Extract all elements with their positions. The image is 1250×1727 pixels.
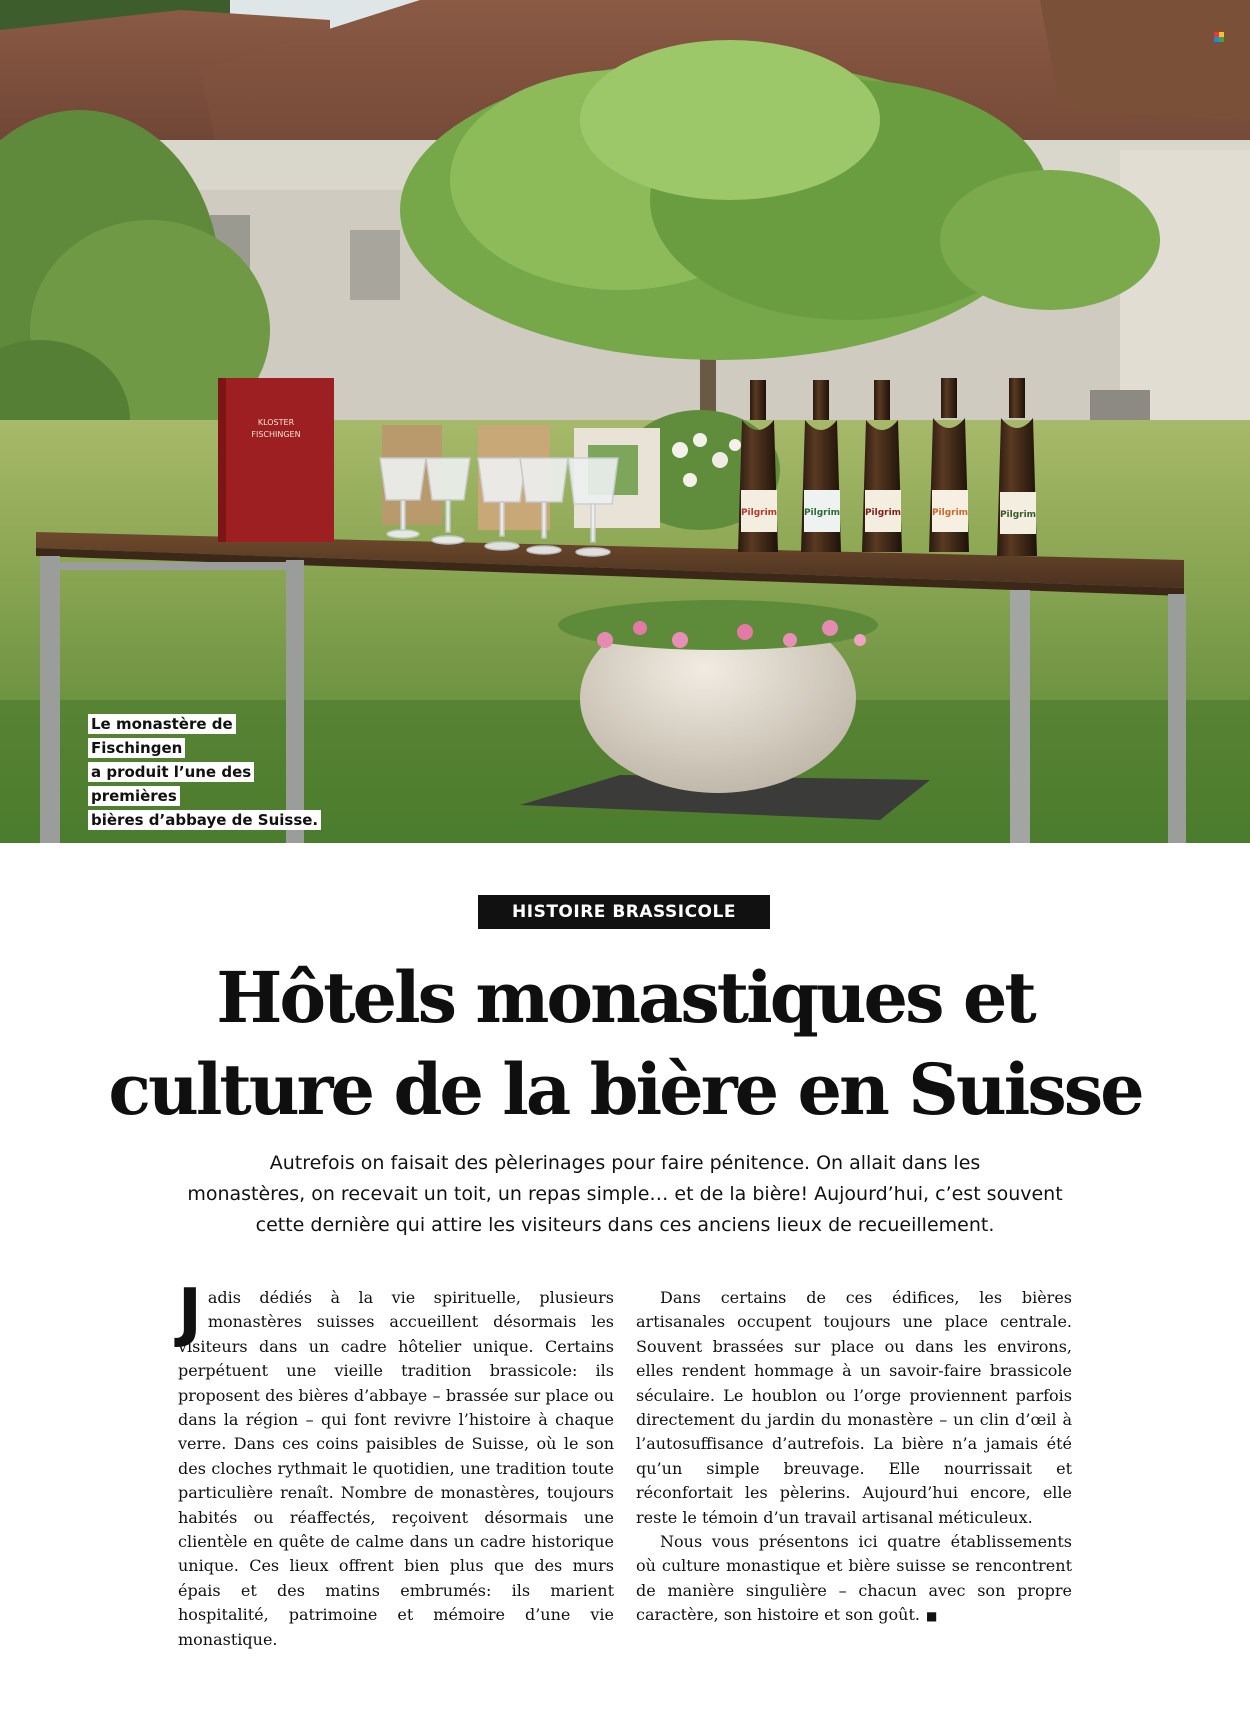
lede-line: Autrefois on faisait des pèlerinages pour faire pénitence. On allait dans les — [269, 1152, 981, 1174]
book-label: KLOSTER — [257, 418, 295, 427]
article-lede — [150, 1148, 1100, 1241]
caption-line: Le monastère de Fischingen — [88, 714, 236, 758]
caption-line: a produit l’une des premières — [88, 762, 254, 806]
svg-text:Pilgrim: Pilgrim — [864, 508, 902, 518]
section-rubric: HISTOIRE BRASSICOLE — [478, 895, 770, 929]
headline-line: Hôtels monastiques et — [216, 956, 1034, 1039]
article-headline — [60, 952, 1190, 1136]
svg-text:Pilgrim: Pilgrim — [931, 508, 969, 518]
end-of-article-mark: ■ — [926, 1609, 938, 1624]
body-paragraph: Nous vous présentons ici quatre établissements où culture monastique et bière suisse se rencontrent de manière singulière – chacun avec son propre caractère, son histoire et son goût. ■ — [636, 1532, 1072, 1625]
lede-line: cette dernière qui attire les visiteurs dans ces anciens lieux de recueillement. — [255, 1214, 995, 1236]
body-column-left — [178, 1276, 614, 1652]
drop-cap: J — [178, 1276, 202, 1350]
hero-photo — [0, 0, 1250, 843]
svg-text:Pilgrim: Pilgrim — [803, 508, 841, 518]
photo-caption — [88, 712, 328, 832]
body-column-right — [636, 1286, 1072, 1629]
svg-text:FISCHINGEN: FISCHINGEN — [251, 430, 301, 439]
body-paragraph: Jadis dédiés à la vie spirituelle, plusieurs monastères suisses accueillent désormais les visiteurs dans un cadre hôtelier unique. Certains perpétuent une vieille tradition brassicole: ils proposent des bières d’abbaye – brassée sur place ou dans la région – qui font revivre l’histoire à chaque verre. Dans ces coins paisibles de Suisse, où le son des cloches rythmait le quotidien, une tradition toute particulière renaît. Nombre de monastères, toujours habités ou réaffectés, reçoivent désormais une clientèle en quête de calme dans un cadre historique unique. Ces lieux offrent bien plus que des murs épais et des matins embrumés: ils marient hospitalité, patrimoine et mémoire d’une vie monastique. — [178, 1276, 614, 1649]
color-logo-icon — [1214, 32, 1224, 42]
lede-line: monastères, on recevait un toit, un repas simple… et de la bière! Aujourd’hui, c’est souvent — [187, 1183, 1063, 1205]
svg-text:Pilgrim: Pilgrim — [740, 508, 778, 518]
svg-text:Pilgrim: Pilgrim — [999, 510, 1037, 520]
body-paragraph: Dans certains de ces édifices, les bières artisanales occupent toujours une place centrale. Souvent brassées sur place ou dans les environs, elles rendent hommage à un savoir-faire brassicole séculaire. Le houblon ou l’orge proviennent parfois directement du jardin du monastère – un clin d’œil à l’autosuffisance d’autrefois. La bière n’a jamais été qu’un simple breuvage. Elle nourrissait et réconfortait les pèlerins. Aujourd’hui encore, elle reste le témoin d’un travail artisanal méticuleux. — [636, 1288, 1072, 1527]
caption-line: bières d’abbaye de Suisse. — [88, 810, 321, 830]
headline-line: culture de la bière en Suisse — [108, 1048, 1142, 1131]
